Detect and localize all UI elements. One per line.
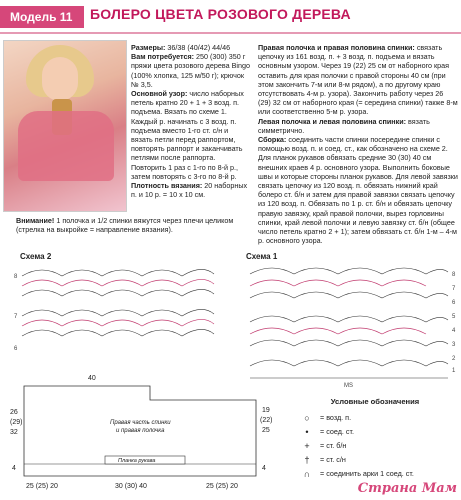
svg-text:8: 8: [14, 274, 18, 280]
watermark: Страна Мам: [357, 481, 457, 496]
svg-text:4: 4: [262, 465, 266, 472]
attention-label: Внимание!: [16, 216, 55, 225]
legend-text: = ст. с/н: [320, 455, 346, 464]
join-arch-icon: ∩: [303, 469, 311, 479]
chain-stitch-icon: ○: [304, 413, 310, 423]
svg-text:25 (25) 20: 25 (25) 20: [206, 483, 238, 490]
slip-stitch-icon: •: [305, 427, 309, 437]
legend-row: [300, 411, 450, 425]
legend-text: = ст. б/н: [320, 441, 347, 450]
single-crochet-icon: +: [304, 441, 310, 451]
svg-text:и правая полочка: и правая полочка: [116, 428, 165, 434]
legend-text: = соединить арки 1 соед. ст.: [320, 469, 414, 478]
svg-text:30 (30) 40: 30 (30) 40: [115, 483, 147, 490]
left-height-label: 26: [10, 409, 18, 416]
materials-value: 250 (300) 350 г пряжи цвета розового дерева Bingo (100% хлопка, 125 м/50 г); крючок № 3,5.: [131, 52, 250, 89]
scheme-2-diagram: [14, 262, 224, 358]
svg-text:25: 25: [262, 427, 270, 434]
double-crochet-icon: †: [304, 455, 310, 465]
svg-text:32: 32: [10, 429, 18, 436]
legend: [300, 395, 450, 481]
assembly-value: соединить части спинки посередине спинки с помощью возд. п. и соед. ст., как обозначено на схеме 2. Для планок рукавов обвязать средние 30 (30) 40 см внешних краев 4 р. основного узора. Выполнить боковые швы и которые стороны планок рукавов. Для левой завязки связать цепочку из 120 возд. п. обвязать нижний край болеро ст. б/н и затем для правой завязки связать цепочку из 120 возд. п. Обвязать по 1 р. ст. б/н и обвязать цепочку правую завязку, край правой полочки, вырез горловины спинки, край левой полочки и левую завязку ст. б/н (общее число петель кратно 2 + 1); затем обвязать ст. б/н 1-м – 4-м р. основного узора.: [258, 135, 458, 246]
attention-note: [16, 216, 252, 234]
left-part-label: Левая полочка и левая половина спинки:: [258, 116, 407, 126]
main-pattern-value: число наборных петель кратно 20 + 1 + 3 возд. п. подъема. Вязать по схеме 1. Каждый р. начинать с 3 возд. п. подъема вместо 1-го ст. с/н и вязать петли перед раппортом, повторять раппорт и заканчивать петлями после раппорта. Повторить 1 раз с 1-го по 8-й р., затем повторять с 3-го по 8-й р.: [131, 89, 244, 181]
density-label: Плотность вязания:: [131, 181, 203, 191]
assembly-label: Сборка:: [258, 135, 287, 145]
instructions-column-2: [258, 43, 458, 245]
svg-text:6: 6: [14, 346, 18, 352]
header-divider: [0, 32, 461, 34]
svg-text:8: 8: [452, 272, 456, 278]
density-value: 20 наборных п. и 10 р. = 10 х 10 см.: [131, 181, 248, 200]
right-part-label: Правая полочка и правая половина спинки:: [258, 43, 415, 52]
legend-row: [300, 453, 450, 467]
photo-bolero: [18, 111, 114, 181]
materials-label: Вам потребуется:: [131, 52, 195, 62]
scheme-1-title: Схема 1: [246, 252, 278, 261]
svg-text:4: 4: [452, 328, 456, 334]
svg-text:Планка рукава: Планка рукава: [118, 458, 156, 464]
page-title: БОЛЕРО ЦВЕТА РОЗОВОГО ДЕРЕВА: [90, 6, 351, 22]
svg-text:(29): (29): [10, 419, 23, 426]
svg-text:7: 7: [14, 314, 18, 320]
svg-text:6: 6: [452, 300, 456, 306]
instructions-column-1: [131, 43, 251, 199]
model-photo: [3, 40, 127, 212]
pattern-schematic: [10, 372, 290, 492]
header: [0, 0, 461, 34]
svg-text:2: 2: [452, 356, 456, 362]
svg-text:19: 19: [262, 407, 270, 414]
svg-text:Правая часть спинки: Правая часть спинки: [110, 420, 171, 426]
left-part-value: вязать симметрично.: [258, 116, 430, 135]
photo-face: [42, 57, 78, 101]
svg-text:(22): (22): [260, 417, 273, 424]
svg-text:7: 7: [452, 286, 456, 292]
legend-text: = соед. ст.: [320, 427, 354, 436]
ms-label: MS: [344, 383, 353, 389]
legend-row: [300, 439, 450, 453]
svg-text:4: 4: [12, 465, 16, 472]
svg-text:3: 3: [452, 342, 456, 348]
sizes-label: Размеры:: [131, 43, 166, 52]
scheme-2-title: Схема 2: [20, 252, 52, 261]
right-part-value: связать цепочку из 161 возд. п. + 3 возд. п. подъема и вязать основным узором. Через 19 (22) 25 см от наборного края оставить для края полочки с правой стороны 40 см (при этом закончить 7-м или 8-м рядом), а по другому краю отсутствовать 4-м р. узора). Закончить работу через 26 (29) 32 см от наборного края (= середина спинки) также 8-м или соответственно 5-м р. узора.: [258, 43, 458, 117]
model-badge: Модель 11: [0, 6, 84, 28]
legend-row: [300, 467, 450, 481]
svg-text:1: 1: [452, 368, 456, 374]
legend-title: Условные обозначения: [330, 397, 420, 406]
scheme-2-rows: [14, 269, 214, 352]
top-width-label: 40: [88, 375, 96, 382]
attention-text: 1 полочка и 1/2 спинки вяжутся через плечи целиком (стрелка на выкройке = направление вязания).: [16, 216, 234, 234]
svg-text:5: 5: [452, 314, 456, 320]
main-pattern-label: Основной узор:: [131, 89, 188, 99]
legend-row: [300, 425, 450, 439]
legend-text: = возд. п.: [320, 413, 352, 422]
sizes-value: 36/38 (40/42) 44/46: [167, 43, 231, 52]
svg-text:25 (25) 20: 25 (25) 20: [26, 483, 58, 490]
